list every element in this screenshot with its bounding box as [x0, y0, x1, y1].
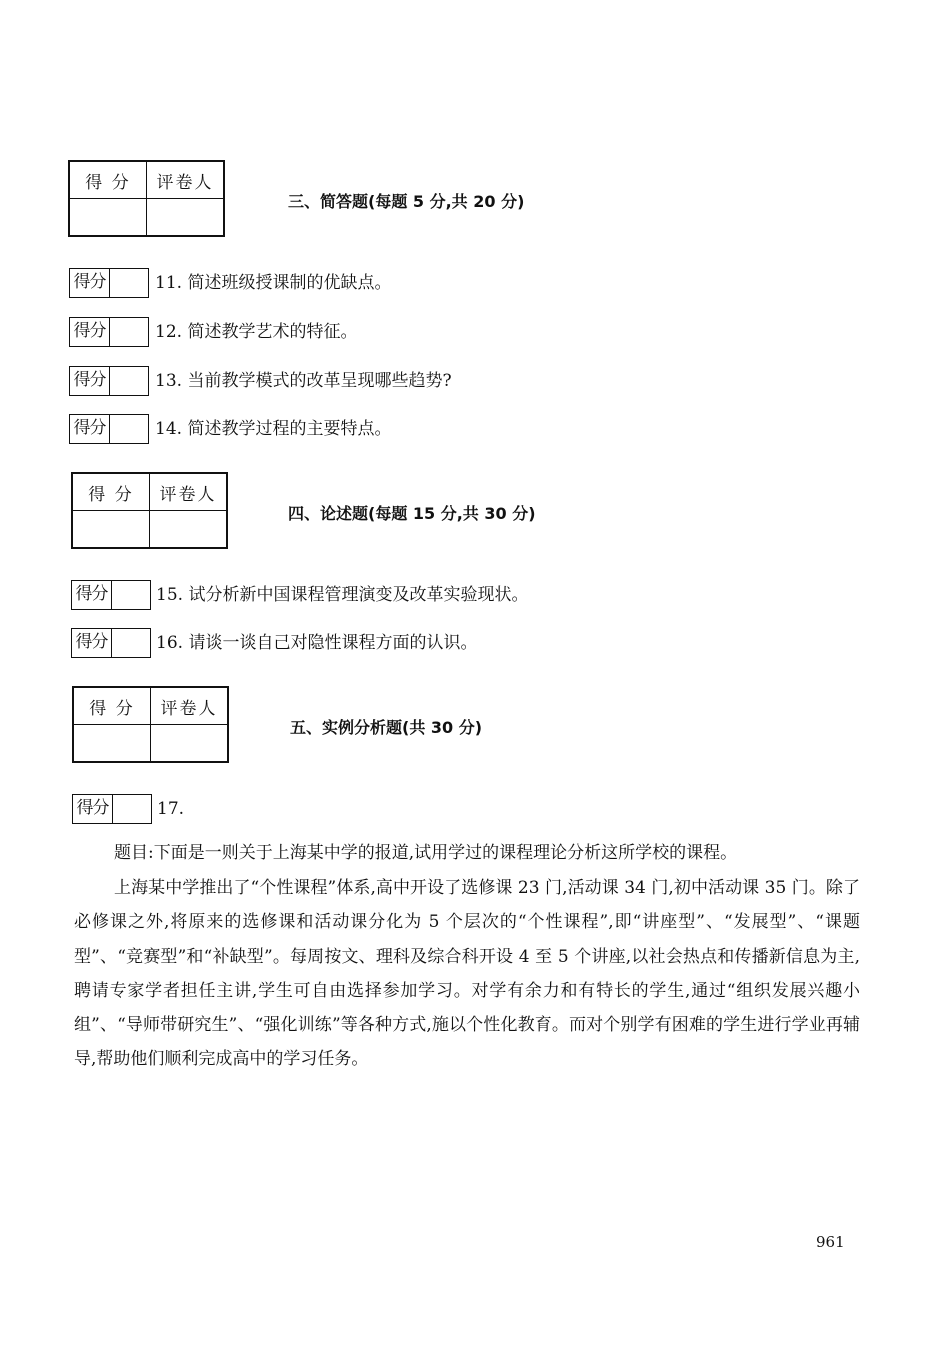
- score-cell[interactable]: [69, 199, 147, 237]
- grader-header: 评卷人: [150, 473, 228, 511]
- question-16: 16. 请谈一谈自己对隐性课程方面的认识。: [156, 633, 478, 653]
- grader-header: 评卷人: [151, 687, 229, 725]
- question-score-box-13[interactable]: [69, 366, 149, 396]
- score-label: 得分: [70, 367, 110, 395]
- score-blank[interactable]: [112, 629, 150, 657]
- score-blank[interactable]: [110, 415, 148, 443]
- score-label: 得分: [72, 629, 112, 657]
- grader-header: 评卷人: [147, 161, 225, 199]
- grader-cell[interactable]: [151, 725, 229, 763]
- question-score-box-15[interactable]: [71, 580, 151, 610]
- grader-cell[interactable]: [147, 199, 225, 237]
- score-label: 得分: [70, 415, 110, 443]
- section-title-4: 四、论述题(每题 15 分,共 30 分): [288, 504, 536, 523]
- score-label: 得分: [72, 581, 112, 609]
- case-passage: 上海某中学推出了“个性课程”体系,高中开设了选修课 23 门,活动课 34 门,初中活动课 35 门。除了必修课之外,将原来的选修课和活动课分化为 5 个层次的“个性课程”,即“讲座型”、“发展型”、“课题型”、“竞赛型”和“补缺型”。每周按文、理科及综合科开设 4 至 5 个讲座,以社会热点和传播新信息为主,聘请专家学者担任主讲,学生可自由选择参加学习。对学有余力和有特长的学生,通过“组织发展兴趣小组”、“导师带研究生”、“强化训练”等各种方式,施以个性化教育。而对个别学有困难的学生进行学业再辅导,帮助他们顺利完成高中的学习任务。: [74, 878, 860, 1070]
- case-prompt: 题目:下面是一则关于上海某中学的报道,试用学过的课程理论分析这所学校的课程。: [114, 843, 738, 863]
- score-blank[interactable]: [110, 318, 148, 346]
- score-blank[interactable]: [110, 367, 148, 395]
- question-score-box-17[interactable]: [72, 794, 152, 824]
- question-score-box-12[interactable]: [69, 317, 149, 347]
- score-table-section-3: [68, 160, 225, 237]
- question-15: 15. 试分析新中国课程管理演变及改革实验现状。: [156, 585, 529, 605]
- question-17: 17.: [157, 799, 185, 819]
- score-label: 得分: [70, 269, 110, 297]
- score-label: 得分: [70, 318, 110, 346]
- question-14: 14. 简述教学过程的主要特点。: [155, 419, 392, 439]
- score-header: 得 分: [72, 473, 150, 511]
- question-11: 11. 简述班级授课制的优缺点。: [155, 273, 392, 293]
- score-blank[interactable]: [112, 581, 150, 609]
- score-blank[interactable]: [110, 269, 148, 297]
- grader-cell[interactable]: [150, 511, 228, 549]
- score-blank[interactable]: [113, 795, 151, 823]
- score-header: 得 分: [69, 161, 147, 199]
- score-label: 得分: [73, 795, 113, 823]
- question-score-box-14[interactable]: [69, 414, 149, 444]
- section-title-5: 五、实例分析题(共 30 分): [290, 718, 483, 737]
- score-header: 得 分: [73, 687, 151, 725]
- question-score-box-16[interactable]: [71, 628, 151, 658]
- page-number: 961: [816, 1233, 845, 1251]
- question-13: 13. 当前教学模式的改革呈现哪些趋势?: [155, 371, 452, 391]
- score-table-section-4: [71, 472, 228, 549]
- score-cell[interactable]: [72, 511, 150, 549]
- question-score-box-11[interactable]: [69, 268, 149, 298]
- score-cell[interactable]: [73, 725, 151, 763]
- section-title-3: 三、简答题(每题 5 分,共 20 分): [288, 192, 525, 211]
- question-12: 12. 简述教学艺术的特征。: [155, 322, 358, 342]
- score-table-section-5: [72, 686, 229, 763]
